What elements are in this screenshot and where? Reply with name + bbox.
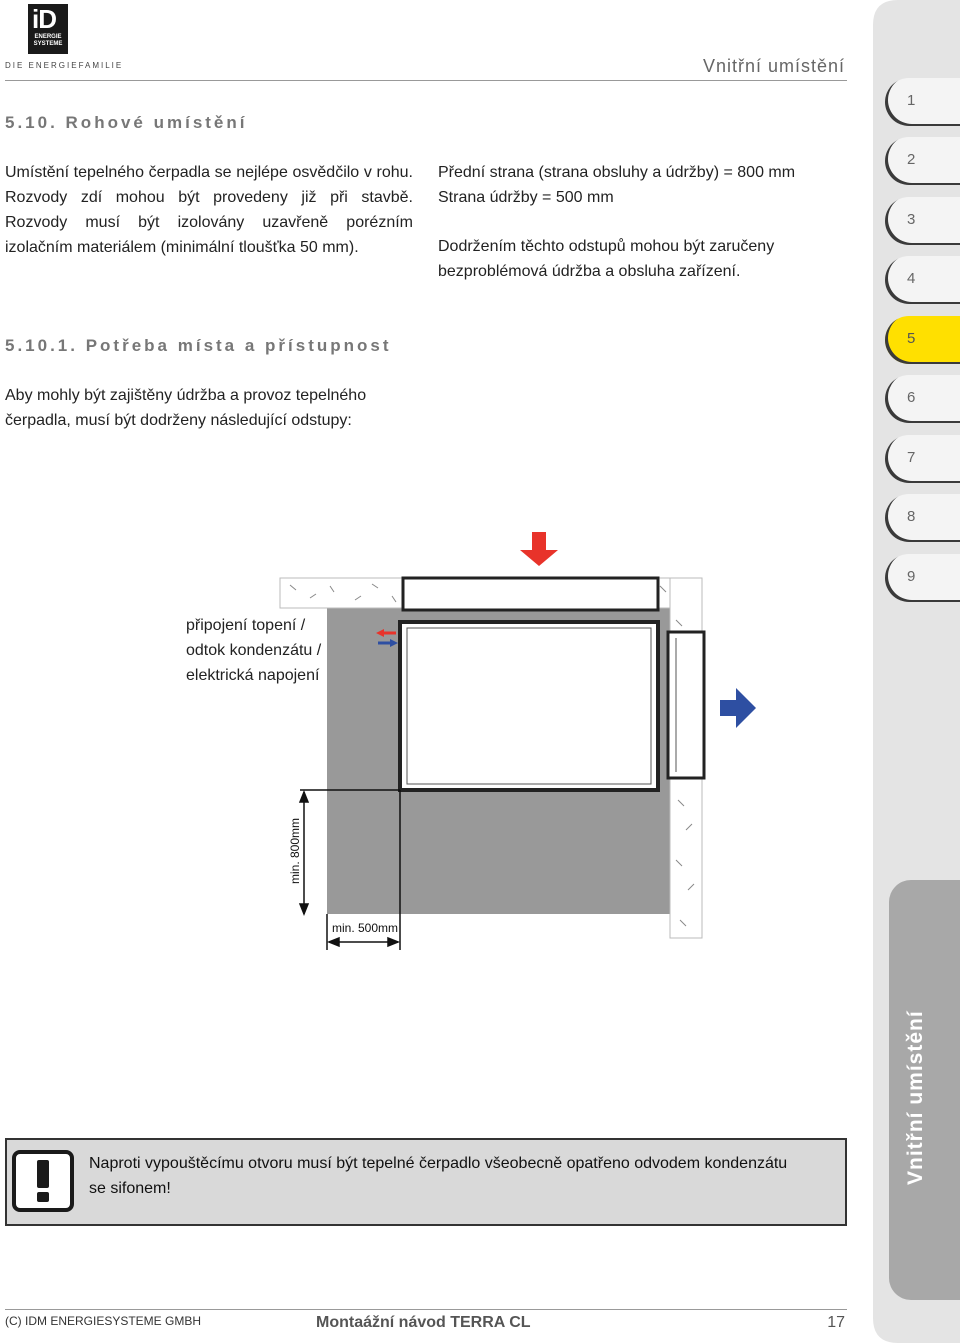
chapter-tab-label: 1 bbox=[907, 92, 916, 109]
subsection-heading: 5.10.1. Potřeba místa a přístupnost bbox=[5, 336, 392, 355]
chapter-tab-1[interactable] bbox=[885, 78, 960, 126]
footer-manual-title: Montaážní návod TERRA CL bbox=[316, 1314, 531, 1331]
front-access-arrow bbox=[520, 532, 558, 566]
connections-label-line-1: připojení topení / bbox=[186, 617, 306, 634]
chapter-tab-label: 8 bbox=[907, 508, 916, 525]
logo-main-text: iD bbox=[32, 4, 56, 34]
connections-label-line-3: elektrická napojení bbox=[186, 667, 320, 684]
chapter-tab-8[interactable] bbox=[885, 494, 960, 542]
unit-top-panel bbox=[403, 578, 658, 610]
footer-company: (C) IDM ENERGIESYSTEME GMBH bbox=[5, 1314, 202, 1328]
chapter-tab-4[interactable] bbox=[885, 256, 960, 304]
corner-placement-diagram bbox=[0, 520, 860, 950]
page-header-title: Vnitřní umístění bbox=[702, 56, 845, 76]
header-divider bbox=[5, 80, 847, 81]
section-heading: 5.10. Rohové umístění bbox=[5, 113, 248, 132]
side-clearance-dimension: min. 500mm bbox=[332, 921, 399, 935]
chapter-tab-2[interactable] bbox=[885, 137, 960, 185]
chapter-tab-6[interactable] bbox=[885, 375, 960, 423]
chapter-tab-5[interactable] bbox=[885, 316, 960, 364]
chapter-tab-9[interactable] bbox=[885, 554, 960, 602]
footer-divider bbox=[5, 1309, 847, 1310]
logo-sub-text: ENERGIE SYSTEME bbox=[33, 34, 63, 47]
chapter-tab-7[interactable] bbox=[885, 435, 960, 483]
chapter-tab-label: 6 bbox=[907, 389, 916, 406]
chapter-tab-label: 2 bbox=[907, 151, 916, 168]
notice-text: Naproti vypouštěcímu otvoru musí být tepelné čerpadlo všeobecně opatřeno odvodem kondenzátu se sifonem! bbox=[89, 1155, 788, 1197]
section-right-paragraph: Dodržením těchto odstupů mohou být zaručeny bezproblémová údržba a obsluha zařízení. bbox=[438, 238, 775, 280]
chapter-tab-label: 4 bbox=[907, 270, 916, 287]
chapter-tab-label: 3 bbox=[907, 211, 916, 228]
chapter-tab-label: 7 bbox=[907, 449, 916, 466]
heat-pump-unit bbox=[400, 622, 658, 790]
exclamation-icon bbox=[12, 1150, 74, 1212]
connections-label-line-2: odtok kondenzátu / bbox=[186, 642, 322, 659]
tagline: DIE ENERGIEFAMILIE bbox=[5, 61, 124, 70]
unit-side-panel bbox=[668, 632, 704, 778]
front-clearance-dimension: min. 800mm bbox=[288, 817, 302, 884]
chapter-tab-label: 9 bbox=[907, 568, 916, 585]
chapter-tab-label: 5 bbox=[907, 330, 916, 347]
company-logo bbox=[28, 4, 68, 54]
subsection-paragraph: Aby mohly být zajištěny údržba a provoz tepelného čerpadla, musí být dodrženy následující odstupy: bbox=[5, 387, 367, 429]
page-number: 17 bbox=[827, 1314, 845, 1331]
section-right-line-1: Přední strana (strana obsluhy a údržby) = 800 mm bbox=[438, 164, 796, 181]
section-left-paragraph: Umístění tepelného čerpadla se nejlépe osvědčilo v rohu. Rozvody zdí mohou být provedeny již při stavbě. Rozvody musí být izolovány uzavřeně porézním izolačním materiálem (minimální tloušťka 50 mm). bbox=[5, 164, 413, 256]
chapter-vertical-label: Vnitřní umístění bbox=[904, 1010, 927, 1185]
chapter-tab-3[interactable] bbox=[885, 197, 960, 245]
section-right-line-2: Strana údržby = 500 mm bbox=[438, 189, 614, 206]
side-access-arrow bbox=[720, 688, 756, 728]
